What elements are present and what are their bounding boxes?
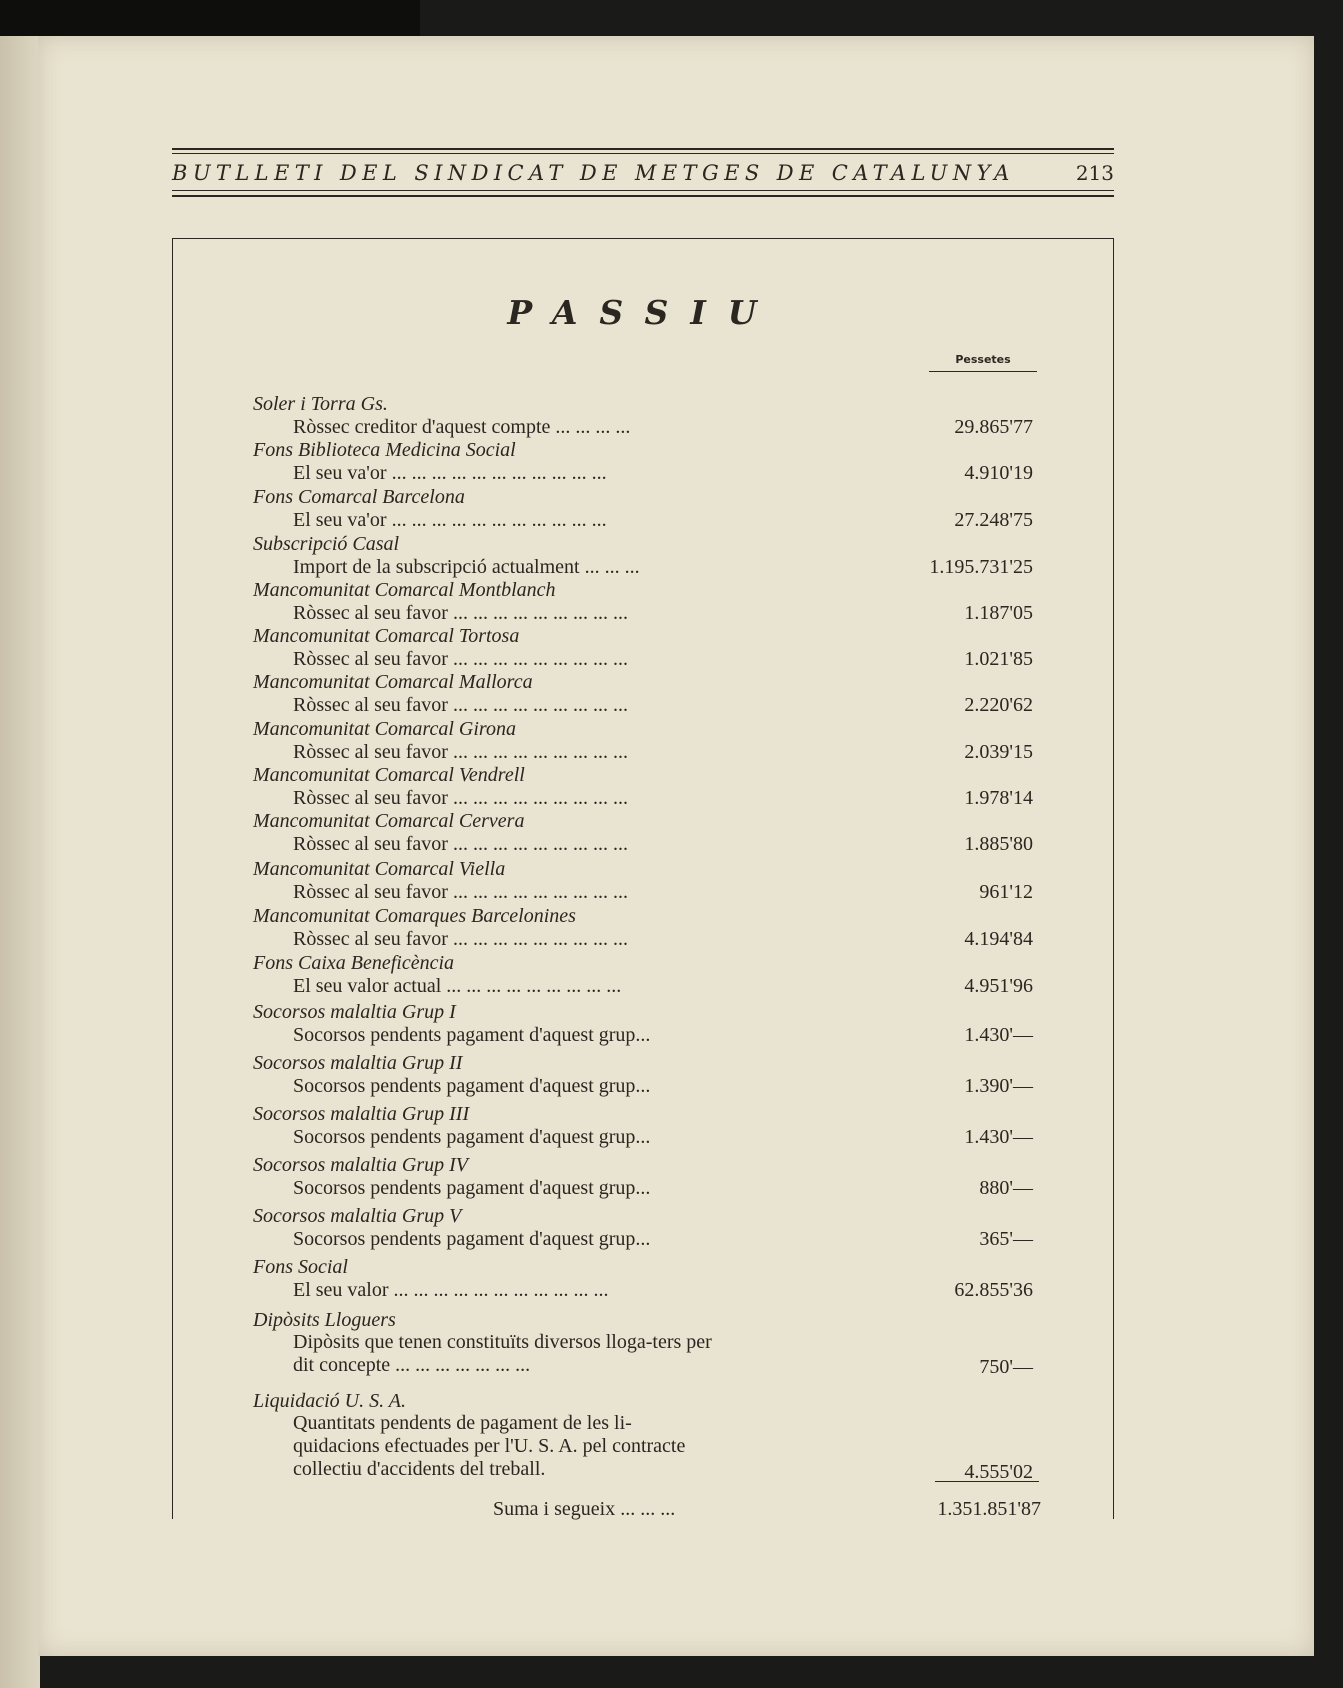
ledger-entry (253, 1154, 1033, 1200)
entry-title: Fons Caixa Beneficència (253, 952, 455, 974)
entry-description: El seu va'or ... ... ... ... ... ... ... ... ... ... ... (293, 462, 607, 484)
entry-title: Mancomunitat Comarcal Montblanch (253, 579, 556, 601)
entry-amount: 1.430'— (964, 1024, 1033, 1046)
entry-row (253, 974, 1033, 998)
entry-description: Socorsos pendents pagament d'aquest grup... (293, 1228, 651, 1250)
entry-amount: 2.039'15 (964, 741, 1033, 763)
ledger-entry (253, 533, 1033, 579)
entry-amount: 4.194'84 (964, 928, 1033, 950)
entry-title: Mancomunitat Comarcal Mallorca (253, 671, 533, 693)
entry-row (253, 832, 1033, 856)
entry-row (253, 786, 1033, 810)
entry-description: Socorsos pendents pagament d'aquest grup... (293, 1177, 651, 1199)
ledger-frame (172, 238, 1114, 1519)
entry-description: Ròssec al seu favor ... ... ... ... ... ... ... ... ... (293, 833, 628, 855)
entry-row (253, 1125, 1033, 1149)
scan-dark-edge (0, 0, 420, 38)
ledger-entry (253, 810, 1033, 856)
entry-description: Ròssec al seu favor ... ... ... ... ... ... ... ... ... (293, 694, 628, 716)
entry-title: Dipòsits Lloguers (253, 1309, 396, 1331)
entry-row (253, 461, 1033, 485)
ledger-entry (253, 905, 1033, 951)
entry-row (253, 647, 1033, 671)
head-rule (172, 148, 1114, 150)
entry-title: Mancomunitat Comarcal Cervera (253, 810, 525, 832)
ledger-entry (253, 625, 1033, 671)
entry-row (253, 1023, 1033, 1047)
entry-row (253, 1176, 1033, 1200)
entry-row (253, 555, 1033, 579)
binding-shadow (0, 36, 40, 1688)
entry-amount: 27.248'75 (954, 509, 1033, 531)
entry-amount: 961'12 (979, 881, 1033, 903)
entry-amount: 365'— (979, 1228, 1033, 1250)
entry-title: Socorsos malaltia Grup V (253, 1205, 462, 1227)
entry-title: Soler i Torra Gs. (253, 393, 388, 415)
entry-row (253, 1331, 1033, 1379)
entry-amount: 1.390'— (964, 1075, 1033, 1097)
entry-amount: 2.220'62 (964, 694, 1033, 716)
entry-description: Import de la subscripció actualment ... ... ... (293, 556, 640, 578)
head-rule (172, 195, 1114, 197)
entry-title: Socorsos malaltia Grup III (253, 1103, 470, 1125)
entry-description: Ròssec al seu favor ... ... ... ... ... ... ... ... ... (293, 602, 628, 624)
ledger-entry (253, 1052, 1033, 1098)
entry-amount: 4.910'19 (964, 462, 1033, 484)
entry-amount: 750'— (979, 1356, 1033, 1378)
column-header: Pessetes (929, 353, 1037, 372)
entry-row (253, 1412, 1033, 1484)
entry-title: Mancomunitat Comarques Barcelonines (253, 905, 576, 927)
journal-title: BUTLLETI DEL SINDICAT DE METGES DE CATALUNYA (172, 161, 1015, 185)
entry-row (253, 1227, 1033, 1251)
entry-amount: 1.021'85 (964, 648, 1033, 670)
entry-description: Socorsos pendents pagament d'aquest grup... (293, 1024, 651, 1046)
ledger-entry (253, 671, 1033, 717)
ledger-entry (253, 1205, 1033, 1251)
sum-row (493, 1497, 1041, 1523)
ledger-entry (253, 718, 1033, 764)
entry-row (253, 1278, 1033, 1302)
entry-description: El seu valor ... ... ... ... ... ... ... ... ... ... ... (293, 1279, 609, 1301)
ledger-entry (253, 1001, 1033, 1047)
entry-amount: 4.951'96 (964, 975, 1033, 997)
entry-row (253, 601, 1033, 625)
ledger-entry (253, 952, 1033, 998)
entry-amount: 1.430'— (964, 1126, 1033, 1148)
entry-amount: 62.855'36 (954, 1279, 1033, 1301)
sum-rule (935, 1481, 1039, 1482)
running-head (172, 148, 1114, 198)
entry-description: Ròssec al seu favor ... ... ... ... ... ... ... ... ... (293, 648, 628, 670)
entry-title: Subscripció Casal (253, 533, 400, 555)
entry-title: Mancomunitat Comarcal Girona (253, 718, 516, 740)
entry-row (253, 880, 1033, 904)
entry-description: Ròssec al seu favor ... ... ... ... ... ... ... ... ... (293, 741, 628, 763)
ledger-entry (253, 486, 1033, 532)
entry-row (253, 415, 1033, 439)
entry-amount: 1.978'14 (964, 787, 1033, 809)
entry-row (253, 693, 1033, 717)
entry-title: Socorsos malaltia Grup II (253, 1052, 463, 1074)
entry-row (253, 1074, 1033, 1098)
entry-amount: 29.865'77 (954, 416, 1033, 438)
entry-amount: 880'— (979, 1177, 1033, 1199)
head-rule (172, 190, 1114, 191)
entry-description: Ròssec al seu favor ... ... ... ... ... ... ... ... ... (293, 787, 628, 809)
ledger-entry (253, 393, 1033, 439)
entry-description: El seu va'or ... ... ... ... ... ... ... ... ... ... ... (293, 509, 607, 531)
ledger-entry (253, 1390, 1033, 1484)
page-number: 213 (1075, 161, 1114, 185)
entry-description: Socorsos pendents pagament d'aquest grup... (293, 1126, 651, 1148)
ledger-entry (253, 579, 1033, 625)
entry-amount: 4.555'02 (964, 1461, 1033, 1483)
entry-title: Fons Comarcal Barcelona (253, 486, 465, 508)
head-rule (172, 153, 1114, 154)
entry-title: Fons Social (253, 1256, 348, 1278)
entry-description: Ròssec creditor d'aquest compte ... ... ... ... (293, 416, 631, 438)
ledger-entry (253, 1103, 1033, 1149)
entry-description: Ròssec al seu favor ... ... ... ... ... ... ... ... ... (293, 928, 628, 950)
entry-description: Quantitats pendents de pagament de les li-quidacions efectuades per l'U. S. A. pel contracte collectiu d'accidents del treball. (293, 1412, 686, 1480)
entry-title: Fons Biblioteca Medicina Social (253, 439, 516, 461)
entry-title: Socorsos malaltia Grup IV (253, 1154, 468, 1176)
entry-description: Dipòsits que tenen constituïts diversos lloga-ters per dit concepte ... ... ... ... ... ... ... (293, 1331, 712, 1376)
entry-title: Socorsos malaltia Grup I (253, 1001, 456, 1023)
entry-title: Mancomunitat Comarcal Viella (253, 858, 506, 880)
entry-title: Mancomunitat Comarcal Vendrell (253, 764, 525, 786)
entry-title: Mancomunitat Comarcal Tortosa (253, 625, 520, 647)
ledger-entry (253, 1256, 1033, 1302)
entry-description: Socorsos pendents pagament d'aquest grup... (293, 1075, 651, 1097)
sum-amount: 1.351.851'87 (937, 1498, 1041, 1520)
ledger-entry (253, 1309, 1033, 1379)
entry-row (253, 740, 1033, 764)
entry-description: Ròssec al seu favor ... ... ... ... ... ... ... ... ... (293, 881, 628, 903)
entry-row (253, 927, 1033, 951)
ledger-entry (253, 764, 1033, 810)
entry-amount: 1.187'05 (964, 602, 1033, 624)
entry-row (253, 508, 1033, 532)
entry-description: El seu valor actual ... ... ... ... ... ... ... ... ... (293, 975, 622, 997)
section-heading: PASSIU (507, 293, 779, 332)
sum-label: Suma i segueix ... ... ... (493, 1498, 676, 1520)
ledger-entry (253, 439, 1033, 485)
ledger-entry (253, 858, 1033, 904)
entry-amount: 1.885'80 (964, 833, 1033, 855)
entry-amount: 1.195.731'25 (929, 556, 1033, 578)
entry-title: Liquidació U. S. A. (253, 1390, 406, 1412)
